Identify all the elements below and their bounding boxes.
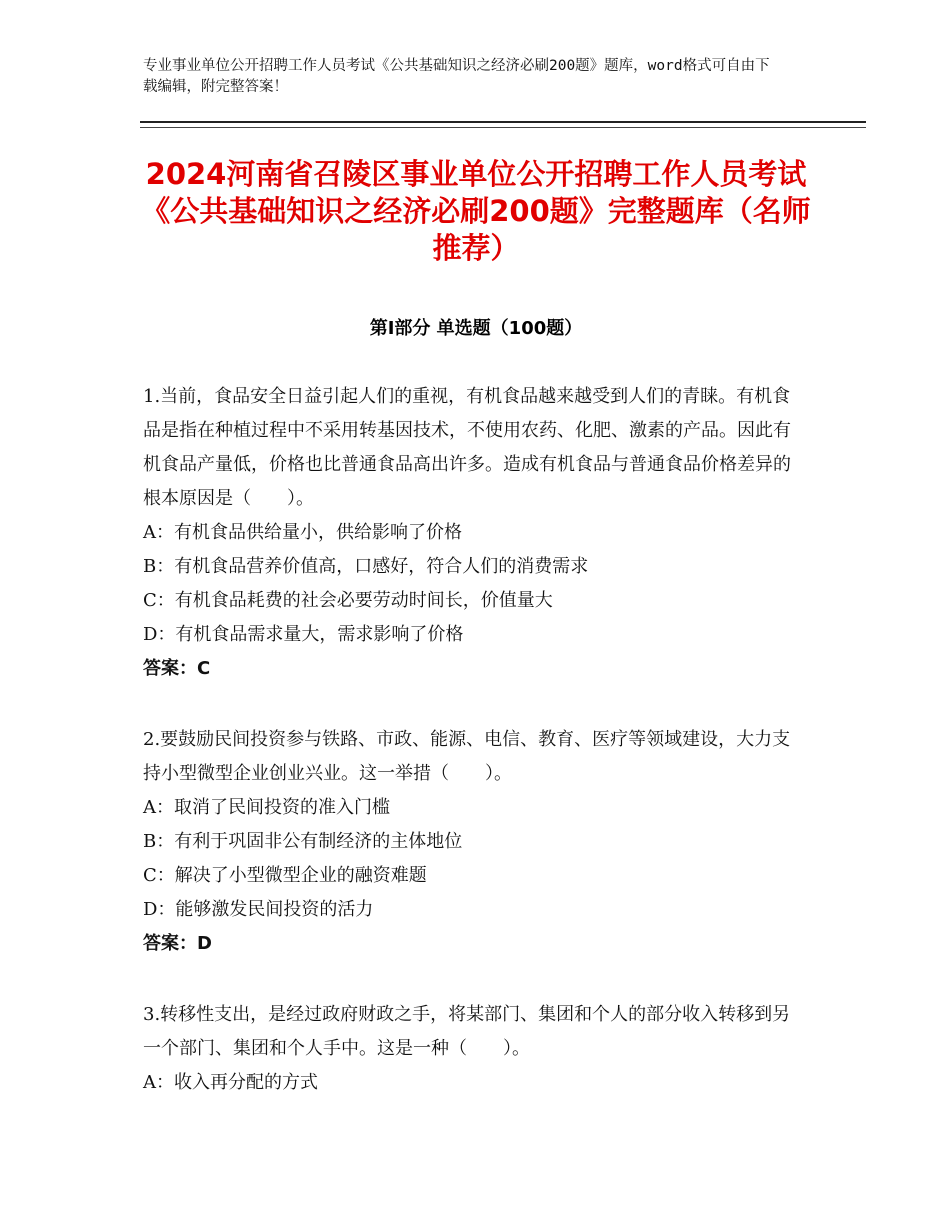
document-title: 2024河南省召陵区事业单位公开招聘工作人员考试《公共基础知识之经济必刷200题》完整题库（名师推荐） bbox=[141, 157, 811, 265]
header-note: 专业事业单位公开招聘工作人员考试《公共基础知识之经济必刷200题》题库，word格式可自由下载编辑，附完整答案！ bbox=[143, 58, 770, 95]
question-block bbox=[143, 723, 803, 961]
answer-label: 答案：D bbox=[143, 933, 212, 954]
question-block bbox=[143, 380, 803, 686]
option-c: C：解决了小型微型企业的融资难题 bbox=[143, 865, 427, 886]
option-d: D：有机食品需求量大，需求影响了价格 bbox=[143, 624, 464, 645]
option-b: B：有机食品营养价值高，口感好，符合人们的消费需求 bbox=[143, 556, 589, 577]
question-stem: 2.要鼓励民间投资参与铁路、市政、能源、电信、教育、医疗等领域建设，大力支持小型微型企业创业兴业。这一举措（ ）。 bbox=[143, 729, 791, 784]
answer-label: 答案：C bbox=[143, 658, 211, 679]
option-a: A：收入再分配的方式 bbox=[143, 1072, 318, 1093]
option-c: C：有机食品耗费的社会必要劳动时间长，价值量大 bbox=[143, 590, 553, 611]
question-stem: 3.转移性支出，是经过政府财政之手，将某部门、集团和个人的部分收入转移到另一个部门、集团和个人手中。这是一种（ ）。 bbox=[143, 1004, 791, 1059]
option-b: B：有利于巩固非公有制经济的主体地位 bbox=[143, 831, 463, 852]
option-a: A：有机食品供给量小，供给影响了价格 bbox=[143, 522, 462, 543]
option-d: D：能够激发民间投资的活力 bbox=[143, 899, 374, 920]
section-heading: 第Ⅰ部分 单选题（100题） bbox=[369, 318, 583, 339]
question-stem: 1.当前，食品安全日益引起人们的重视，有机食品越来越受到人们的青睐。有机食品是指在种植过程中不采用转基因技术，不使用农药、化肥、激素的产品。因此有机食品产量低，价格也比普通食品高出许多。造成有机食品与普通食品价格差异的根本原因是（ ）。 bbox=[143, 386, 791, 509]
question-block bbox=[143, 998, 803, 1100]
header-divider-thick bbox=[140, 121, 866, 123]
option-a: A：取消了民间投资的准入门槛 bbox=[143, 797, 390, 818]
header-divider-thin bbox=[140, 127, 866, 128]
